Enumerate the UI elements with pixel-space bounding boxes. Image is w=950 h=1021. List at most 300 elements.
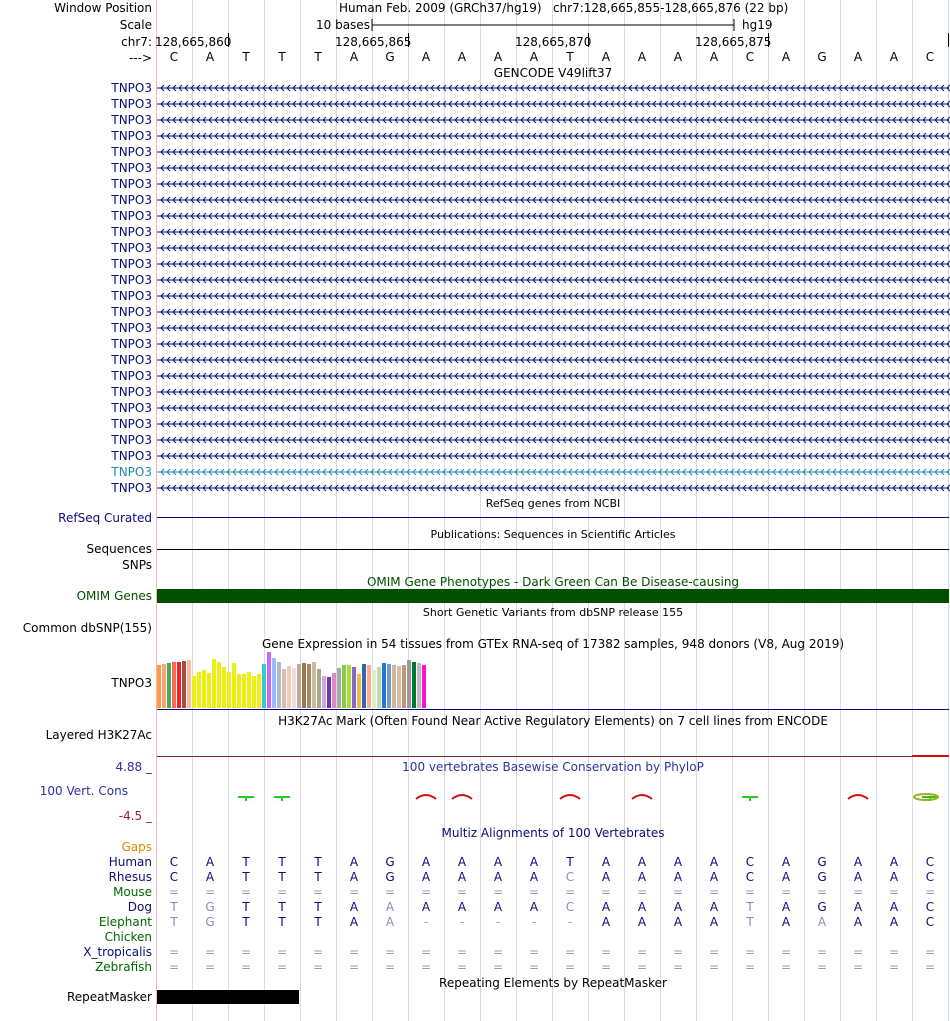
ruler-position-label: 128,665,870 [515,35,592,49]
gencode-transcript-label[interactable]: TNPO3 [111,321,152,335]
gtex-tissue-bar[interactable] [382,663,386,708]
ruler-position-label: 128,665,875 [695,35,772,49]
multiz-base: T [314,855,322,869]
multiz-base: = [816,945,828,959]
multiz-base: T [242,855,250,869]
gtex-tissue-bar[interactable] [307,664,311,708]
gencode-transcript[interactable] [157,129,949,143]
refseq-track-title: RefSeq genes from NCBI [485,497,621,510]
multiz-base: A [457,870,467,884]
multiz-base: G [817,855,827,869]
multiz-base: A [493,900,503,914]
gencode-transcript[interactable] [157,81,949,95]
gtex-tissue-bar[interactable] [192,676,196,708]
gtex-tissue-bar[interactable] [172,662,176,708]
multiz-base: - [567,915,573,929]
gtex-tissue-bar[interactable] [162,664,166,708]
gencode-transcript[interactable] [157,257,949,271]
gtex-tissue-bar[interactable] [347,665,351,708]
multiz-base: = [204,945,216,959]
omim-track-title: OMIM Gene Phenotypes - Dark Green Can Be Disease-causing [366,575,740,589]
gencode-transcript[interactable] [157,417,949,431]
multiz-base: A [637,915,647,929]
multiz-species-label[interactable]: Mouse [113,885,152,899]
multiz-base: = [708,945,720,959]
multiz-base: = [888,960,900,974]
multiz-base: = [420,945,432,959]
multiz-base: - [423,915,429,929]
multiz-base: = [168,945,180,959]
multiz-base: = [744,960,756,974]
multiz-base: A [601,900,611,914]
gtex-tissue-bar[interactable] [177,662,181,708]
multiz-base: A [637,855,647,869]
multiz-base: A [421,855,431,869]
multiz-base: T [278,855,286,869]
gencode-transcript[interactable] [157,289,949,303]
multiz-base: A [457,900,467,914]
sequence-base: G [385,50,395,64]
multiz-base: T [242,900,250,914]
gencode-transcript-label[interactable]: TNPO3 [111,97,152,111]
multiz-species-label[interactable]: Zebrafish [95,960,152,974]
multiz-base: A [781,870,791,884]
repeatmasker-label[interactable]: RepeatMasker [66,990,152,1004]
gtex-tissue-bar[interactable] [222,667,226,708]
gtex-tissue-bar[interactable] [377,667,381,708]
gencode-transcript[interactable] [157,401,949,415]
multiz-base: A [781,900,791,914]
phylop-score-mark [408,789,444,805]
phylop-score-mark [624,789,660,805]
gencode-transcript-label[interactable]: TNPO3 [111,241,152,255]
gencode-transcript-label[interactable]: TNPO3 [111,145,152,159]
gtex-tissue-bar[interactable] [257,674,261,708]
multiz-base: A [853,900,863,914]
gtex-tissue-bar[interactable] [297,664,301,708]
phylop-score-mark [732,789,768,805]
multiz-base: = [564,885,576,899]
gtex-tissue-bar[interactable] [197,672,201,708]
gencode-transcript[interactable] [157,337,949,351]
multiz-base: = [708,885,720,899]
multiz-base: A [781,855,791,869]
multiz-base: = [924,945,936,959]
h3k27ac-label[interactable]: Layered H3K27Ac [45,728,152,742]
multiz-species-label[interactable]: Elephant [98,915,152,929]
multiz-base: - [459,915,465,929]
sequence-base: A [421,50,431,64]
sequence-base: G [817,50,827,64]
gencode-transcript-label[interactable]: TNPO3 [111,337,152,351]
multiz-base: C [925,915,935,929]
multiz-base: G [385,855,395,869]
multiz-base: A [817,915,827,929]
gencode-transcript[interactable] [157,481,949,495]
gtex-tissue-bar[interactable] [422,665,426,708]
gtex-tissue-bar[interactable] [397,666,401,708]
multiz-base: = [456,960,468,974]
multiz-base: C [745,870,755,884]
multiz-base: C [925,855,935,869]
gtex-tissue-bar[interactable] [362,664,366,708]
gencode-transcript[interactable] [157,305,949,319]
multiz-base: A [853,870,863,884]
phylop-score-mark [264,789,300,805]
multiz-base: = [492,960,504,974]
sequence-base: T [242,50,250,64]
sequence-base: A [709,50,719,64]
gtex-tissue-bar[interactable] [342,665,346,708]
multiz-base: A [529,855,539,869]
gencode-transcript[interactable] [157,321,949,335]
gtex-tissue-bar[interactable] [277,662,281,708]
gtex-tissue-bar[interactable] [167,663,171,708]
refseq-label[interactable]: RefSeq Curated [58,511,152,525]
gtex-tissue-bar[interactable] [272,658,276,708]
multiz-base: A [673,855,683,869]
multiz-base: = [312,960,324,974]
refseq-track-line[interactable] [157,517,949,518]
gtex-tissue-bar[interactable] [312,662,316,708]
gencode-transcript-label[interactable]: TNPO3 [111,225,152,239]
multiz-base: = [600,960,612,974]
multiz-base: A [853,915,863,929]
multiz-base: A [349,915,359,929]
gtex-tissue-bar[interactable] [247,672,251,708]
multiz-base: G [205,900,215,914]
multiz-base: A [889,915,899,929]
multiz-species-label[interactable]: Rhesus [108,870,152,884]
ruler-position-label: 128,665,865 [335,35,412,49]
multiz-base: A [709,900,719,914]
multiz-base: G [385,870,395,884]
multiz-base: = [240,885,252,899]
dbsnp-label[interactable]: Common dbSNP(155) [22,621,152,635]
multiz-base: A [529,870,539,884]
gencode-transcript-label[interactable]: TNPO3 [111,465,152,479]
phylop-score-mark [912,789,948,805]
gencode-transcript-label[interactable]: TNPO3 [111,353,152,367]
gtex-tissue-bar[interactable] [407,660,411,708]
gtex-tissue-bar[interactable] [327,677,331,708]
multiz-base: G [205,915,215,929]
gencode-transcript-label[interactable]: TNPO3 [111,81,152,95]
multiz-base: = [456,885,468,899]
multiz-base: = [276,960,288,974]
multiz-base: A [457,855,467,869]
gtex-tissue-bar[interactable] [412,662,416,708]
phylop-min-label: -4.5 _ [118,809,152,823]
gencode-transcript[interactable] [157,97,949,111]
phylop-score-mark [840,789,876,805]
multiz-base: = [924,885,936,899]
gencode-transcript-label[interactable]: TNPO3 [111,209,152,223]
multiz-gaps-label: Gaps [121,840,152,854]
multiz-base: C [925,870,935,884]
multiz-base: A [673,900,683,914]
gtex-tissue-bar[interactable] [292,668,296,708]
multiz-base: A [493,855,503,869]
gtex-tissue-bar[interactable] [182,661,186,708]
sequence-base: T [566,50,574,64]
gtex-tissue-bar[interactable] [352,667,356,708]
multiz-base: = [708,960,720,974]
repeatmasker-track-title: Repeating Elements by RepeatMasker [439,976,667,990]
publications-label[interactable]: Sequences [86,542,152,556]
gtex-tissue-bar[interactable] [387,664,391,708]
gencode-transcript-label[interactable]: TNPO3 [111,369,152,383]
gtex-tissue-bar[interactable] [232,663,236,708]
gencode-transcript[interactable] [157,113,949,127]
multiz-base: A [601,870,611,884]
publications-track-line[interactable] [157,549,949,550]
gencode-transcript[interactable] [157,241,949,255]
multiz-base: = [672,960,684,974]
phylop-label[interactable]: 100 Vert. Cons [39,784,128,798]
gtex-tissue-bar[interactable] [317,669,321,708]
multiz-base: T [278,870,286,884]
multiz-base: T [242,915,250,929]
gencode-transcript-label[interactable]: TNPO3 [111,257,152,271]
sequence-base: A [637,50,647,64]
dbsnp-track-title: Short Genetic Variants from dbSNP release 155 [422,606,684,619]
gencode-transcript-label[interactable]: TNPO3 [111,433,152,447]
gtex-tissue-bar[interactable] [402,665,406,708]
gencode-transcript-label[interactable]: TNPO3 [111,449,152,463]
gencode-transcript[interactable] [157,273,949,287]
multiz-base: = [636,945,648,959]
gencode-transcript-label[interactable]: TNPO3 [111,113,152,127]
multiz-base: = [168,885,180,899]
multiz-base: = [672,885,684,899]
gtex-tissue-bar[interactable] [187,660,191,708]
gtex-tissue-bar[interactable] [367,665,371,708]
gtex-tissue-bar[interactable] [337,668,341,708]
multiz-base: = [672,945,684,959]
gencode-transcript-label[interactable]: TNPO3 [111,401,152,415]
multiz-species-label[interactable]: X_tropicalis [83,945,152,959]
gencode-transcript-label[interactable]: TNPO3 [111,289,152,303]
multiz-base: G [817,870,827,884]
multiz-base: - [495,915,501,929]
multiz-base: = [636,960,648,974]
multiz-base: = [816,885,828,899]
sequence-base: A [493,50,503,64]
gtex-tissue-bar[interactable] [287,666,291,708]
gencode-transcript[interactable] [157,193,949,207]
gencode-transcript[interactable] [157,465,949,479]
multiz-base: = [312,945,324,959]
multiz-base: = [276,885,288,899]
multiz-species-label[interactable]: Human [108,855,152,869]
ruler-position-label: 128,665,860 [155,35,232,49]
multiz-base: A [673,915,683,929]
phylop-track-title: 100 vertebrates Basewise Conservation by PhyloP [402,760,704,774]
gencode-transcript[interactable] [157,369,949,383]
assembly-position-text: Human Feb. 2009 (GRCh37/hg19) chr7:128,665,855-128,665,876 (22 bp) [339,1,789,15]
gencode-transcript-label[interactable]: TNPO3 [111,161,152,175]
gtex-tissue-bar[interactable] [207,673,211,708]
multiz-base: = [744,885,756,899]
publications-track-title: Publications: Sequences in Scientific Articles [430,528,676,541]
omim-gene-bar[interactable] [157,589,949,603]
h3k27ac-signal-line[interactable] [157,756,949,757]
multiz-base: = [780,885,792,899]
multiz-base: = [600,945,612,959]
multiz-base: = [204,885,216,899]
multiz-base: = [888,885,900,899]
gtex-tissue-bar[interactable] [242,674,246,708]
gencode-transcript[interactable] [157,145,949,159]
sequence-base: A [601,50,611,64]
multiz-species-label[interactable]: Chicken [104,930,152,944]
multiz-base: = [528,945,540,959]
gtex-tissue-bar[interactable] [322,676,326,708]
multiz-base: = [276,945,288,959]
multiz-base: = [600,885,612,899]
multiz-base: T [278,900,286,914]
sequence-base: T [278,50,286,64]
multiz-base: C [925,900,935,914]
gencode-transcript-label[interactable]: TNPO3 [111,129,152,143]
multiz-base: = [384,960,396,974]
sequence-base: A [529,50,539,64]
multiz-base: A [709,915,719,929]
gencode-transcript-label[interactable]: TNPO3 [111,417,152,431]
gtex-track-title: Gene Expression in 54 tissues from GTEx RNA-seq of 17382 samples, 948 donors (V8, Aug 2019) [261,637,845,651]
h3k27ac-track-title: H3K27Ac Mark (Often Found Near Active Regulatory Elements) on 7 cell lines from ENCODE [278,714,828,728]
multiz-base: A [385,900,395,914]
multiz-base: T [278,915,286,929]
gtex-tissue-bar[interactable] [202,670,206,708]
repeatmasker-element[interactable] [157,990,299,1004]
multiz-base: = [240,960,252,974]
multiz-base: A [853,855,863,869]
multiz-base: A [529,900,539,914]
gencode-transcript[interactable] [157,225,949,239]
scale-bar [370,18,740,32]
multiz-base: = [240,945,252,959]
multiz-base: = [348,945,360,959]
multiz-base: T [314,915,322,929]
multiz-base: C [169,870,179,884]
multiz-base: = [780,945,792,959]
multiz-track-title: Multiz Alignments of 100 Vertebrates [441,826,665,840]
multiz-base: = [348,885,360,899]
sequence-base: A [853,50,863,64]
gtex-tissue-bar[interactable] [252,676,256,708]
multiz-base: = [420,960,432,974]
scale-bar-label: 10 bases [316,18,370,32]
sequence-base: T [314,50,322,64]
multiz-base: = [816,960,828,974]
phylop-score-mark [552,789,588,805]
multiz-base: T [170,915,178,929]
gtex-tissue-bar[interactable] [212,659,216,708]
multiz-base: = [456,945,468,959]
gencode-transcript-label[interactable]: TNPO3 [111,177,152,191]
gtex-tissue-bar[interactable] [157,665,161,708]
gtex-tissue-bar[interactable] [417,663,421,708]
gencode-transcript[interactable] [157,161,949,175]
gtex-tissue-bar[interactable] [217,662,221,708]
multiz-base: A [709,870,719,884]
gencode-transcript-label[interactable]: TNPO3 [111,273,152,287]
gencode-transcript[interactable] [157,209,949,223]
multiz-base: T [566,855,574,869]
gencode-transcript[interactable] [157,177,949,191]
multiz-base: A [673,870,683,884]
multiz-base: A [781,915,791,929]
multiz-base: A [889,870,899,884]
gencode-transcript[interactable] [157,385,949,399]
multiz-base: A [421,870,431,884]
gtex-tissue-bar[interactable] [237,674,241,708]
multiz-base: T [170,900,178,914]
gtex-tissue-bar[interactable] [357,674,361,708]
multiz-base: C [745,855,755,869]
strand-label: ---> [128,51,152,65]
phylop-max-label: 4.88 _ [115,760,152,774]
multiz-species-label[interactable]: Dog [127,900,152,914]
gtex-label[interactable]: TNPO3 [111,676,152,690]
phylop-score-mark [444,789,480,805]
gencode-transcript[interactable] [157,449,949,463]
gencode-transcript-label[interactable]: TNPO3 [111,305,152,319]
gtex-tissue-bar[interactable] [227,672,231,708]
multiz-base: = [492,885,504,899]
multiz-base: = [312,885,324,899]
gtex-tissue-bar[interactable] [262,664,266,708]
multiz-base: A [205,870,215,884]
gtex-tissue-bar[interactable] [302,663,306,708]
multiz-base: A [601,915,611,929]
multiz-base: C [565,900,575,914]
multiz-base: T [242,870,250,884]
multiz-base: A [637,900,647,914]
multiz-base: A [889,855,899,869]
multiz-base: = [888,945,900,959]
gtex-baseline [157,709,949,710]
multiz-base: = [636,885,648,899]
chrom-label: chr7: [121,35,152,49]
multiz-base: = [744,945,756,959]
gencode-transcript-label[interactable]: TNPO3 [111,481,152,495]
scale-label: Scale [119,18,152,32]
gtex-tissue-bar[interactable] [392,665,396,708]
gtex-tissue-bar[interactable] [332,673,336,708]
snps-label[interactable]: SNPs [122,558,152,572]
multiz-base: A [205,855,215,869]
gencode-transcript-label[interactable]: TNPO3 [111,193,152,207]
multiz-base: T [746,900,754,914]
sequence-base: C [745,50,755,64]
gtex-tissue-bar[interactable] [372,670,376,708]
gencode-transcript-label[interactable]: TNPO3 [111,385,152,399]
omim-label[interactable]: OMIM Genes [76,589,152,603]
gencode-transcript[interactable] [157,433,949,447]
gtex-tissue-bar[interactable] [267,652,271,708]
multiz-base: A [421,900,431,914]
sequence-base: A [457,50,467,64]
sequence-base: A [205,50,215,64]
multiz-base: = [528,960,540,974]
gtex-tissue-bar[interactable] [282,669,286,708]
multiz-base: A [889,900,899,914]
scale-db-label: hg19 [742,18,773,32]
gencode-transcript[interactable] [157,353,949,367]
